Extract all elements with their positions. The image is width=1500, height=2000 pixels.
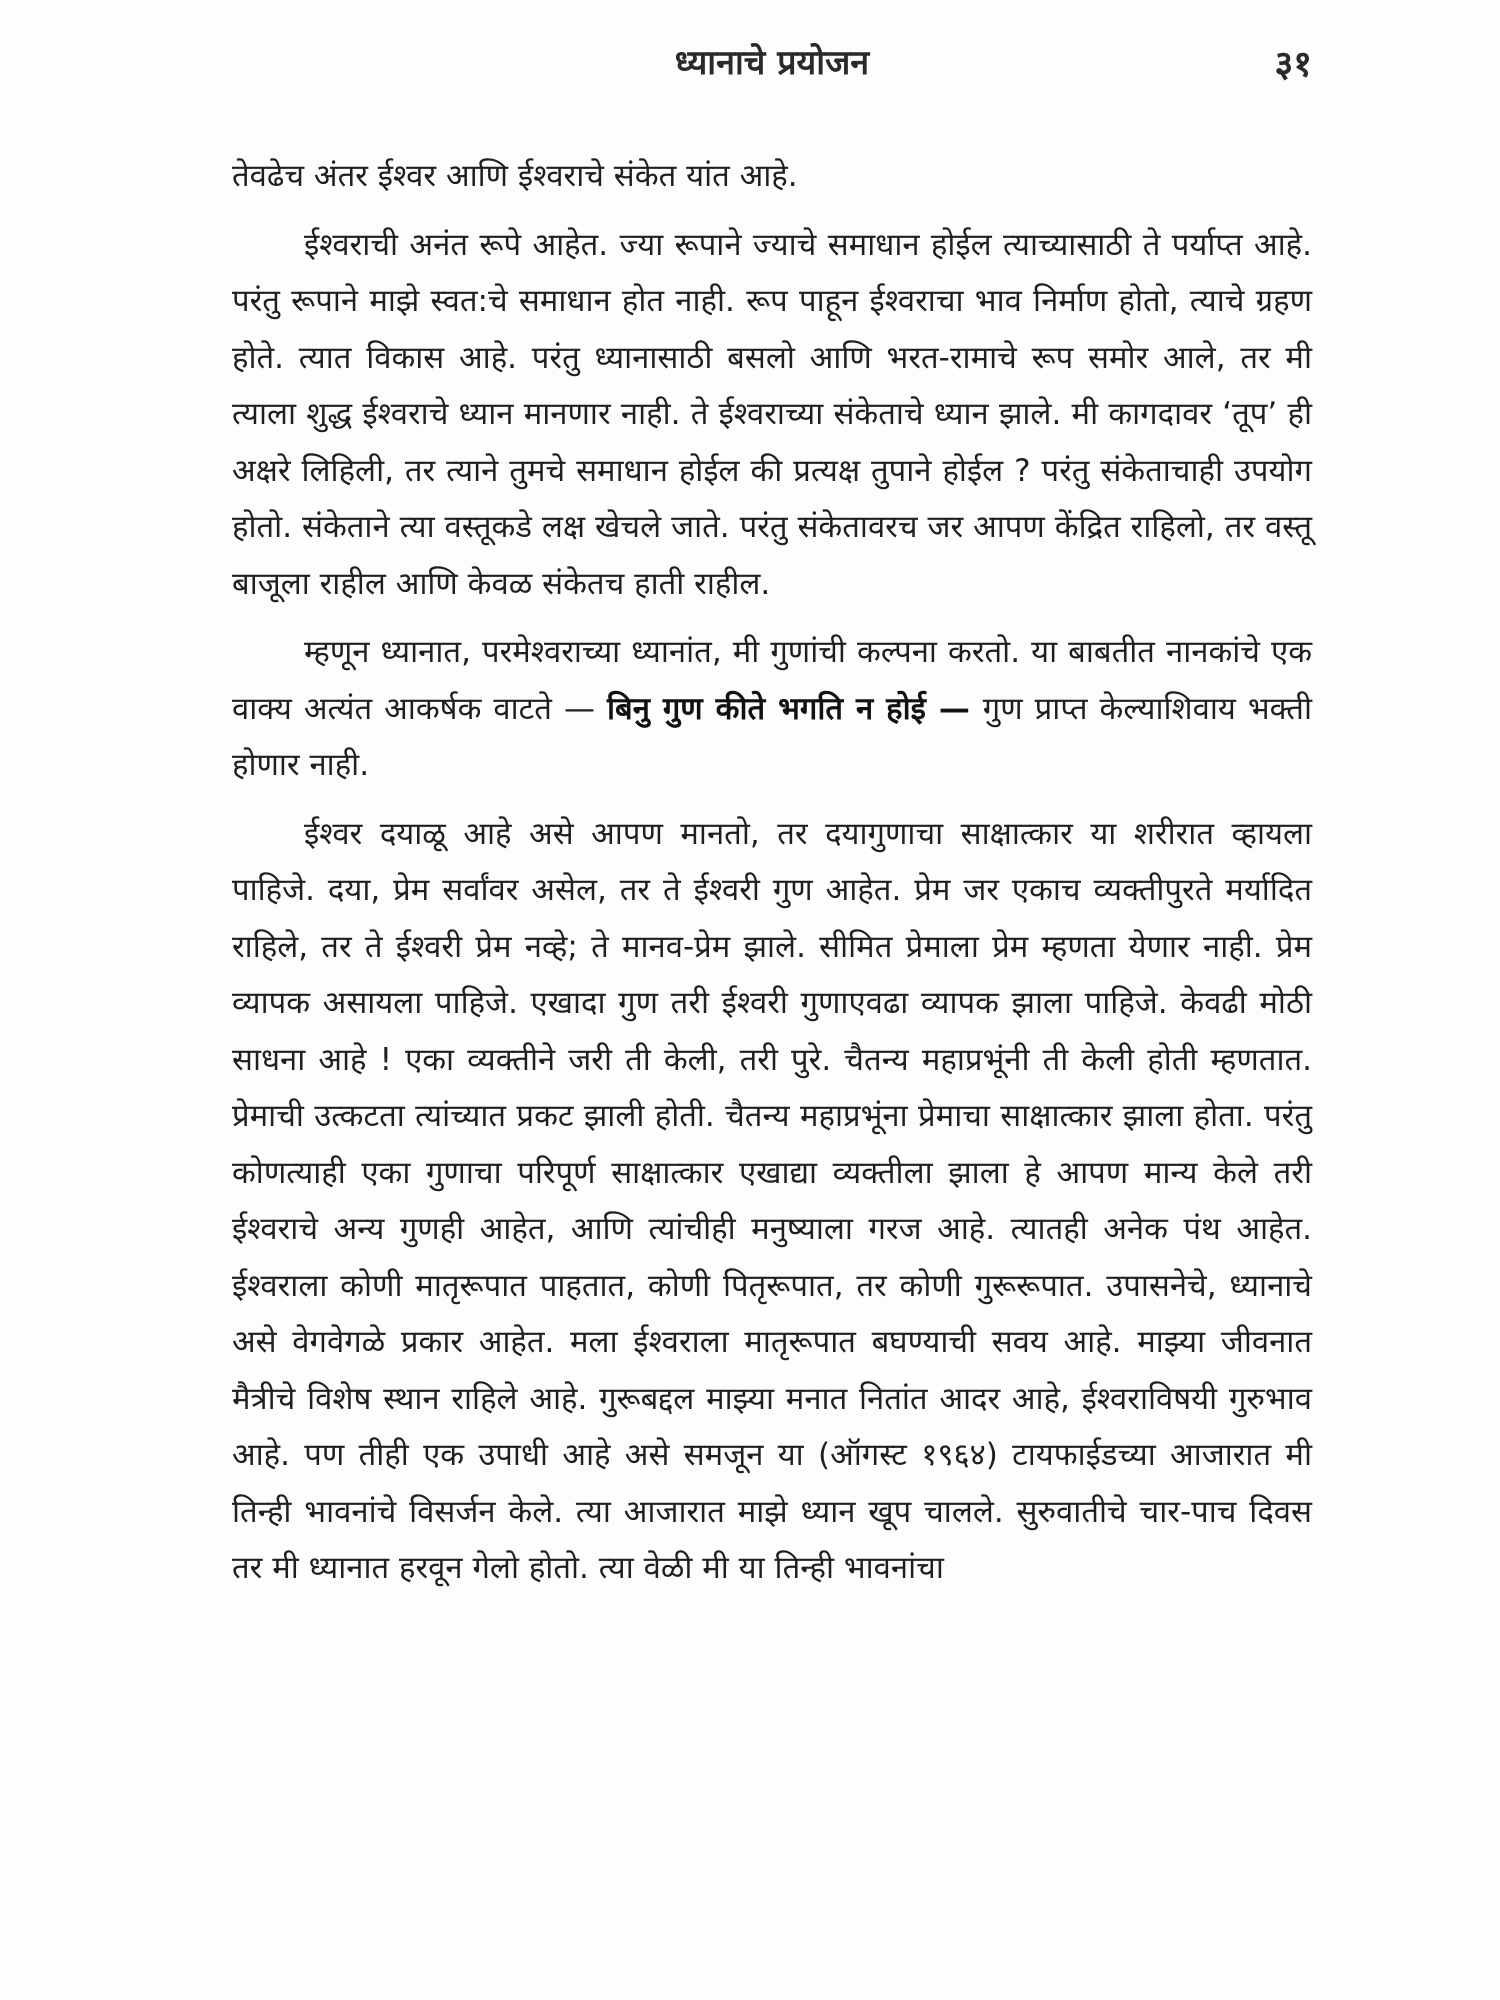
paragraph-3 xyxy=(232,624,1312,794)
chapter-title: ध्यानाचे प्रयोजन xyxy=(674,43,870,83)
paragraph-1: तेवढेच अंतर ईश्वर आणि ईश्वराचे संकेत यांत आहे. xyxy=(232,158,798,194)
paragraph-4: ईश्वर दयाळू आहे असे आपण मानतो, तर दयागुणाचा साक्षात्कार या शरीरात व्हायला पाहिजे. दया, प्रेम सर्वांवर असेल, तर ते ईश्वरी गुण आहेत. प्रेम जर एकाच व्यक्तीपुरते मर्यादित राहिले, तर ते ईश्वरी प्रेम नव्हे; ते मानव-प्रेम झाले. सीमित प्रेमाला प्रेम म्हणता येणार नाही. प्रेम व्यापक असायला पाहिजे. एखादा गुण तरी ईश्वरी गुणाएवढा व्यापक झाला पाहिजे. केवढी मोठी साधना आहे ! एका व्यक्तीने जरी ती केली, तरी पुरे. चैतन्य महाप्रभूंनी ती केली होती म्हणतात. प्रेमाची उत्कटता त्यांच्यात प्रकट झाली होती. चैतन्य महाप्रभूंना प्रेमाचा साक्षात्कार झाला होता. परंतु कोणत्याही एका गुणाचा परिपूर्ण साक्षात्कार एखाद्या व्यक्तीला झाला हे आपण मान्य केले तरी ईश्वराचे अन्य गुणही आहेत, आणि त्यांचीही मनुष्याला गरज आहे. त्यातही अनेक पंथ आहेत. ईश्वराला कोणी मातृरूपात पाहतात, कोणी पितृरूपात, तर कोणी गुरूरूपात. उपासनेचे, ध्यानाचे असे वेगवेगळे प्रकार आहेत. मला ईश्वराला मातृरूपात बघण्याची सवय आहे. माझ्या जीवनात मैत्रीचे विशेष स्थान राहिले आहे. गुरूबद्दल माझ्या मनात नितांत आदर आहे, ईश्वराविषयी गुरुभाव आहे. पण तीही एक उपाधी आहे असे समजून या (ऑगस्ट १९६४) टायफाईडच्या आजारात मी तिन्ही भावनांचे विसर्जन केले. त्या आजारात माझे ध्यान खूप चालले. सुरुवातीचे चार-पाच दिवस तर मी ध्यानात हरवून गेलो होतो. त्या वेळी मी या तिन्ही भावनांचा xyxy=(232,815,1312,1586)
paragraph-3-tail: गुण प्राप्त केल्याशिवाय भक्ती होणार नाही. xyxy=(232,690,1312,783)
paragraph-3-lead: म्हणून ध्यानात, परमेश्वराच्या ध्यानांत, मी गुणांची कल्पना करतो. या बाबतीत नानकांचे एक वाक्य अत्यंत आकर्षक वाटते — xyxy=(232,634,1312,727)
page-number: ३१ xyxy=(1274,44,1312,85)
paragraph-2: ईश्वराची अनंत रूपे आहेत. ज्या रूपाने ज्याचे समाधान होईल त्याच्यासाठी ते पर्याप्त आहे. परंतु रूपाने माझे स्वत:चे समाधान होत नाही. रूप पाहून ईश्वराचा भाव निर्माण होतो, त्याचे ग्रहण होते. त्यात विकास आहे. परंतु ध्यानासाठी बसलो आणि भरत-रामाचे रूप समोर आले, तर मी त्याला शुद्ध ईश्वराचे ध्यान मानणार नाही. ते ईश्वराच्या संकेताचे ध्यान झाले. मी कागदावर ‘तूप’ ही अक्षरे लिहिली, तर त्याने तुमचे समाधान होईल की प्रत्यक्ष तुपाने होईल ? परंतु संकेताचाही उपयोग होतो. संकेताने त्या वस्तूकडे लक्ष खेचले जाते. परंतु संकेतावरच जर आपण केंद्रित राहिलो, तर वस्तू बाजूला राहील आणि केवळ संकेतच हाती राहील. xyxy=(232,226,1312,602)
page-body xyxy=(232,148,1312,1609)
quote-dash: — xyxy=(925,690,983,727)
running-header xyxy=(232,38,1312,98)
nanak-quote: बिनु गुण कीते भगति न होई xyxy=(606,690,926,727)
